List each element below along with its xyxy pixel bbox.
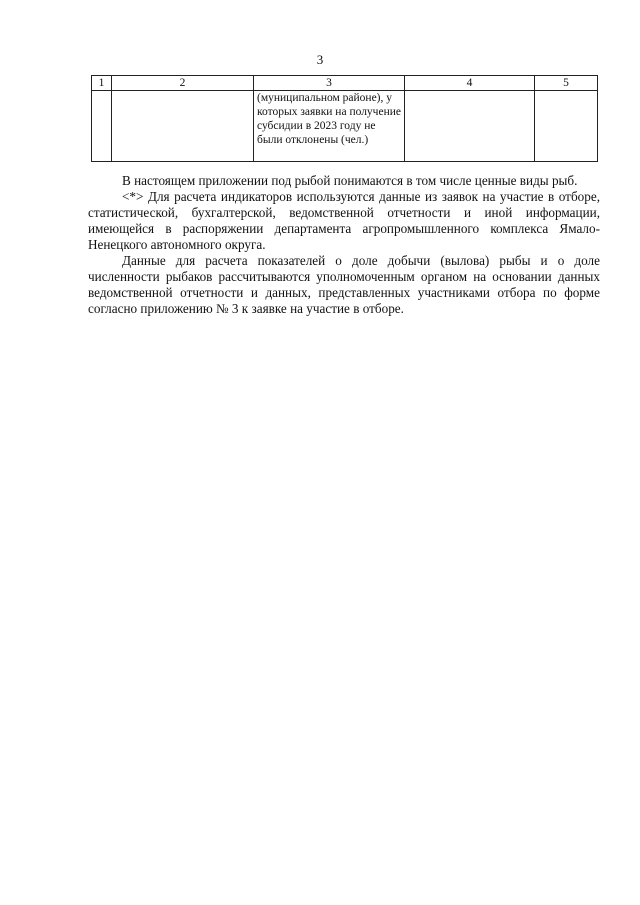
note-paragraph-fish-definition: В настоящем приложении под рыбой понимаются в том числе ценные виды рыб. xyxy=(122,173,578,188)
column-header: 5 xyxy=(535,76,598,91)
column-header: 1 xyxy=(92,76,112,91)
column-header: 4 xyxy=(405,76,535,91)
note-paragraph-data-sources: <*> Для расчета индикаторов используются данные из заявок на участие в отборе, статистической, бухгалтерской, ведомственной отчетности и иной информации, имеющейся в распоряжении департамента агропромышленного комплекса Ямало-Ненецкого автономного округа. xyxy=(88,189,600,252)
table-cell xyxy=(535,91,598,162)
table-row xyxy=(92,91,598,162)
note-paragraph-calculation: Данные для расчета показателей о доле добычи (вылова) рыбы и о доле численности рыбаков рассчитываются уполномоченным органом на основании данных ведомственной отчетности и данных, представленных участниками отбора по форме согласно приложению № 3 к заявке на участие в отборе. xyxy=(88,253,600,316)
page-number: 3 xyxy=(316,52,324,67)
table-cell xyxy=(92,91,112,162)
data-table xyxy=(91,75,598,162)
table-cell xyxy=(405,91,535,162)
table-cell: (муниципальном районе), у которых заявки на получение субсидии в 2023 году не были отклонены (чел.) xyxy=(254,91,405,162)
notes-section xyxy=(88,173,600,317)
column-header: 3 xyxy=(254,76,405,91)
table-cell xyxy=(112,91,254,162)
table-header-row xyxy=(92,76,598,91)
column-header: 2 xyxy=(112,76,254,91)
